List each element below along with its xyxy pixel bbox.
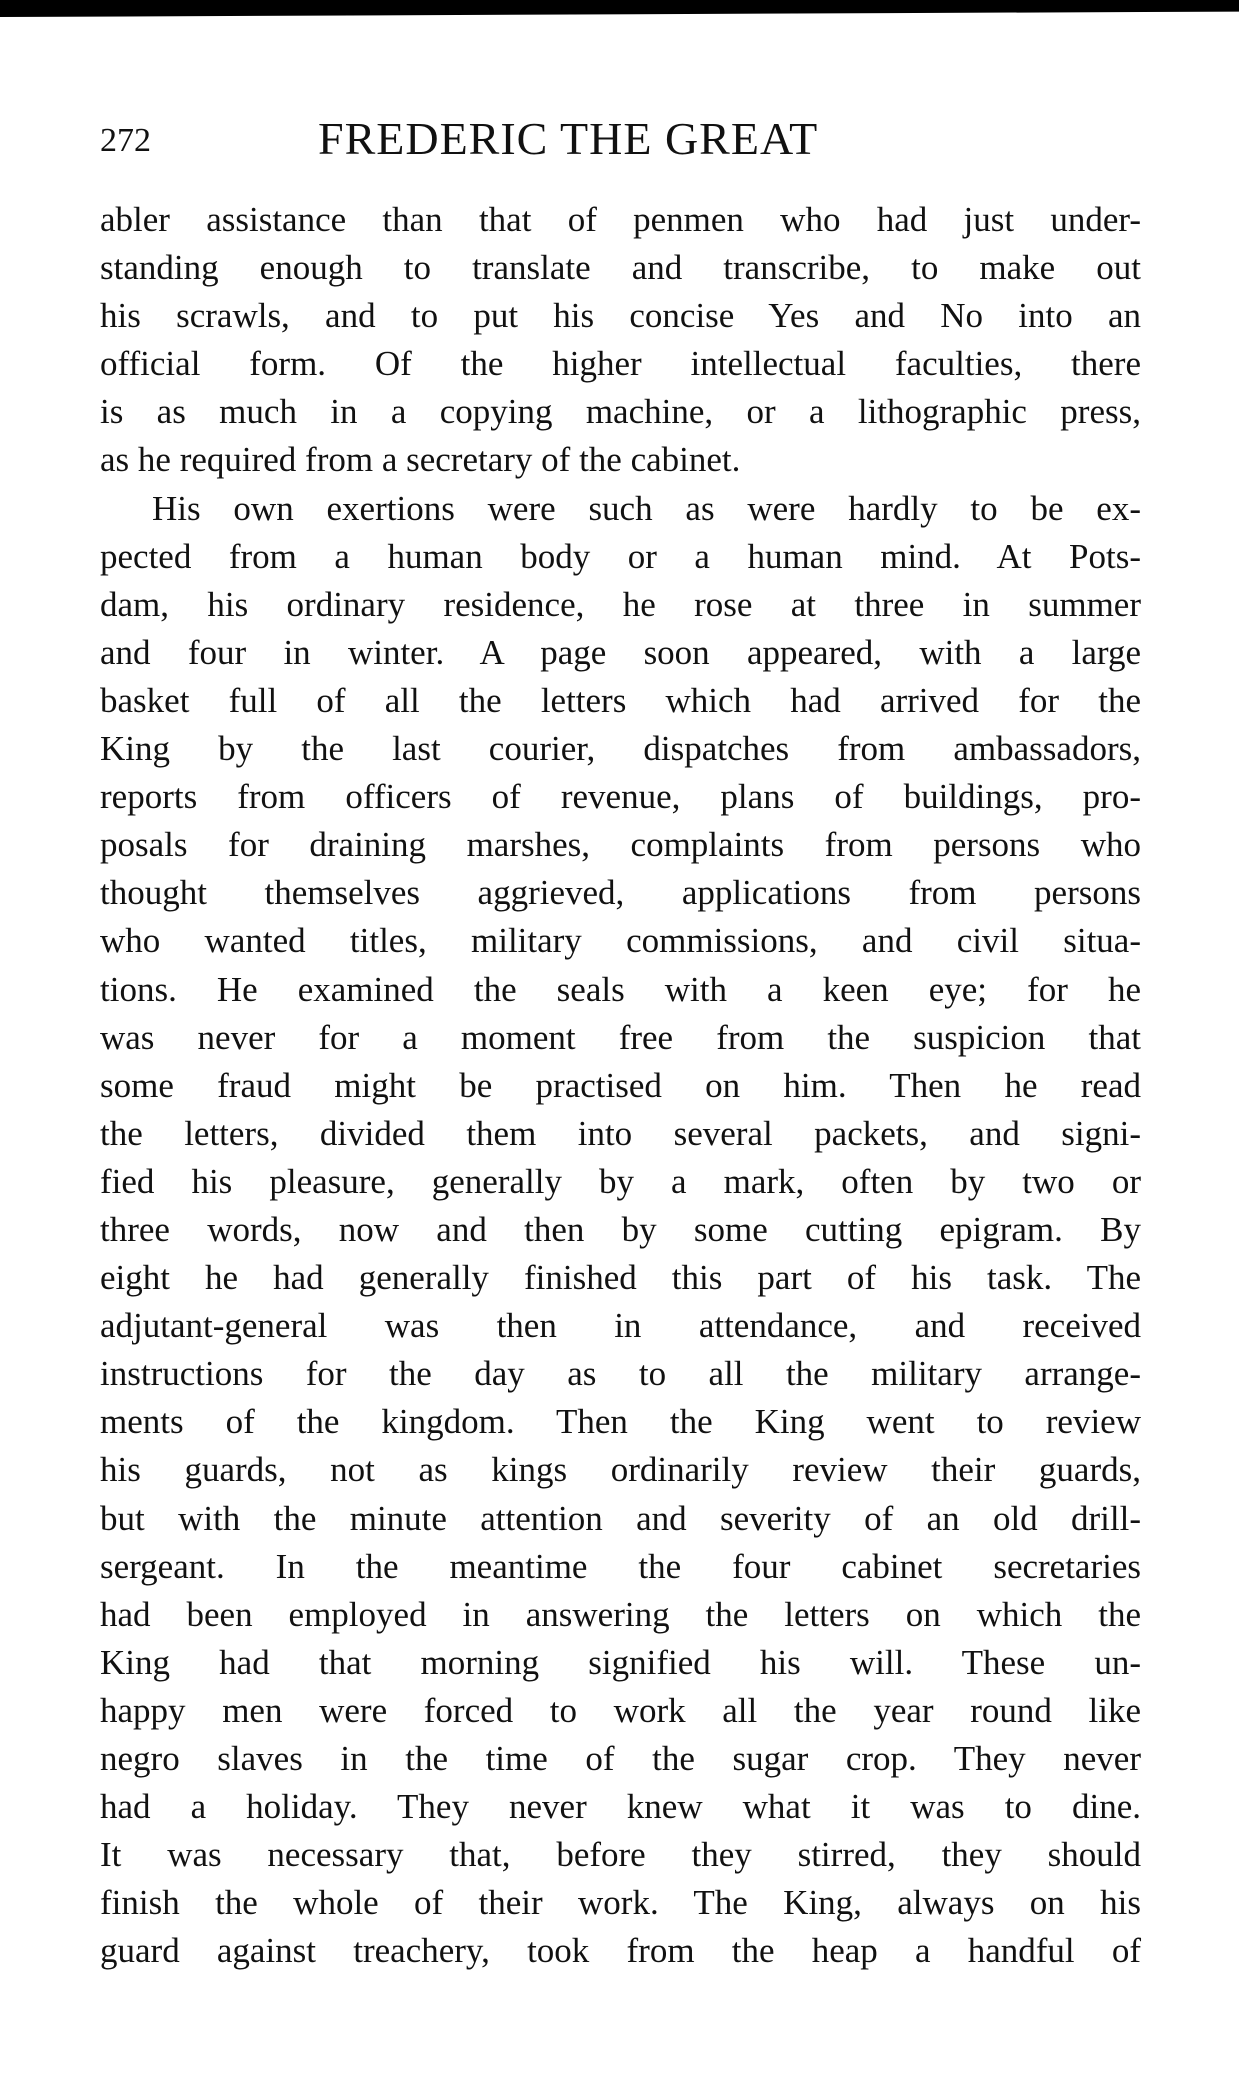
- text-line: standing enough to translate and transcribe, to make out: [100, 248, 1141, 288]
- text-line: pected from a human body or a human mind. At Pots-: [100, 536, 1141, 576]
- text-line: guard against treachery, took from the heap a handful of: [100, 1931, 1141, 1971]
- running-header: [100, 112, 1141, 172]
- text-line: but with the minute attention and severity of an old drill-: [100, 1498, 1141, 1538]
- text-line: basket full of all the letters which had arrived for the: [100, 680, 1141, 720]
- text-line: sergeant. In the meantime the four cabinet secretaries: [100, 1546, 1141, 1586]
- text-line: King by the last courier, dispatches from ambassadors,: [100, 729, 1141, 769]
- text-line: official form. Of the higher intellectual faculties, there: [100, 344, 1141, 384]
- text-line: posals for draining marshes, complaints from persons who: [100, 825, 1141, 865]
- page-number: 272: [100, 122, 151, 159]
- text-line: eight he had generally finished this part of his task. The: [100, 1258, 1141, 1298]
- text-line: ments of the kingdom. Then the King went to review: [100, 1402, 1141, 1442]
- text-line: as he required from a secretary of the cabinet.: [100, 440, 741, 480]
- text-line: It was necessary that, before they stirred, they should: [100, 1835, 1141, 1875]
- text-line: had a holiday. They never knew what it was to dine.: [100, 1787, 1141, 1827]
- top-border-rule: [0, 0, 1239, 17]
- text-line: his guards, not as kings ordinarily review their guards,: [100, 1450, 1141, 1490]
- text-line: instructions for the day as to all the military arrange-: [100, 1354, 1141, 1394]
- text-line: reports from officers of revenue, plans of buildings, pro-: [100, 777, 1141, 817]
- text-line: finish the whole of their work. The King, always on his: [100, 1883, 1141, 1923]
- text-line: is as much in a copying machine, or a lithographic press,: [100, 392, 1141, 432]
- text-line: fied his pleasure, generally by a mark, often by two or: [100, 1161, 1141, 1201]
- text-line: three words, now and then by some cutting epigram. By: [100, 1209, 1141, 1249]
- text-line: adjutant-general was then in attendance, and received: [100, 1306, 1141, 1346]
- text-line: abler assistance than that of penmen who had just under-: [100, 200, 1141, 239]
- text-line: and four in winter. A page soon appeared, with a large: [100, 632, 1141, 672]
- text-line: the letters, divided them into several packets, and signi-: [100, 1113, 1141, 1153]
- text-line: some fraud might be practised on him. Then he read: [100, 1065, 1141, 1105]
- text-line: was never for a moment free from the suspicion that: [100, 1017, 1141, 1057]
- text-line: his scrawls, and to put his concise Yes and No into an: [100, 296, 1141, 336]
- text-line: His own exertions were such as were hardly to be ex-: [152, 488, 1141, 528]
- text-line: happy men were forced to work all the year round like: [100, 1690, 1141, 1730]
- text-line: thought themselves aggrieved, applications from persons: [100, 873, 1141, 913]
- body-text: [100, 196, 1141, 1975]
- text-line: had been employed in answering the letters on which the: [100, 1594, 1141, 1634]
- text-line: who wanted titles, military commissions, and civil situa-: [100, 921, 1141, 961]
- running-title: FREDERIC THE GREAT: [318, 113, 819, 164]
- text-line: King had that morning signified his will. These un-: [100, 1642, 1141, 1682]
- text-line: negro slaves in the time of the sugar crop. They never: [100, 1739, 1141, 1778]
- text-line: tions. He examined the seals with a keen eye; for he: [100, 969, 1141, 1009]
- text-line: dam, his ordinary residence, he rose at three in summer: [100, 584, 1141, 624]
